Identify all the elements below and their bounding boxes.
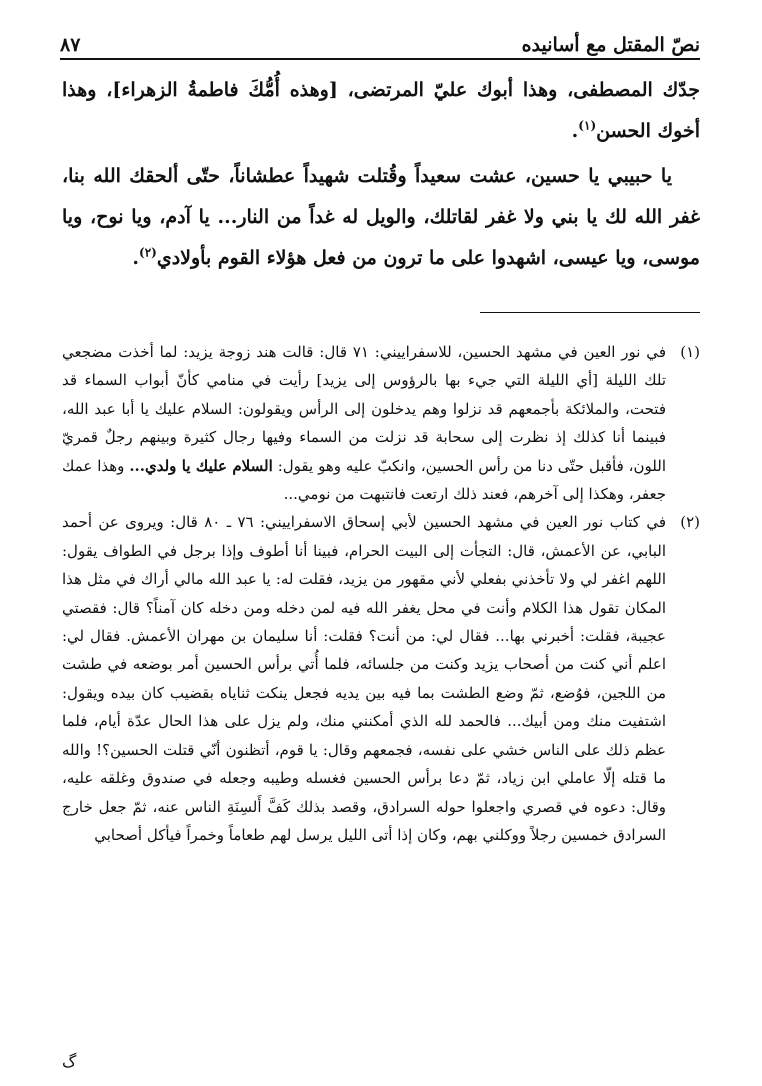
main-paragraph-2 [62, 156, 700, 279]
footnotes [62, 338, 700, 849]
page-header [60, 28, 700, 60]
main-paragraph-1 [62, 70, 700, 152]
main-text [62, 70, 700, 279]
footnote-2-number: (٢) [680, 513, 700, 532]
main-paragraph-1-text: جدّك المصطفى، وهذا أبوك عليّ المرتضى، [وهذه أُمُّكَ فاطمةُ الزهراء]، وهذا أخوك الحسن [62, 79, 700, 142]
footnote-1-text-2: وهذا عمك جعفر، وهكذا إلى آخرهم، فعند ذلك ارتعت فانتبهت من نومي... [62, 456, 666, 504]
continuation-mark: ﮒ [62, 1052, 77, 1071]
footnote-1-bold-quote: السلام عليك يا ولدي... [129, 456, 273, 475]
footnote-2-text: في كتاب نور العين في مشهد الحسين لأبي إسحاق الاسفراييني: ٧٦ ـ ٨٠ قال: ويروى عن أحمد البابي، عن الأعمش، قال: التجأت إلى البيت الحرام، فبينا أنا أطوف وإذا برجل في الطواف يقول: اللهم اغفر لي ولا تأخذني بفعلي لأني مقهور من يزيد، فقلت له: يا عبد الله مالي أراك في مثل هذا المكان تقول هذا الكلام وأنت في محل يغفر الله فيه لمن دخله ومن دخله كان آمناً؟ قال: فقصتي عجيبة، فقلت: أخبرني بها... فقال لي: من أنت؟ فقلت: أنا سليمان بن مهران الأعمش. فقال لي: اعلم أني كنت من أصحاب يزيد وكنت من جلسائه، فلما أُتي برأس الحسين أمر بوضعه في طشت من اللجين، فوُضع، ثمّ وضع الطشت بما فيه بين يديه فجعل ينكت ثناياه بقضيب كان بيده ويقول: اشتفيت منك ومن أبيك... فالحمد لله الذي أمكنني منك، ولم يزل على هذا الحال عدّة أيام، فلما عظم ذلك على الناس خشي على نفسه، فجمعهم وقال: يا قوم، أتظنون أنّي قتلت الحسين؟! والله ما قتله إلّا عاملي ابن زياد، ثمّ دعا برأس الحسين فغسله وطيبه وجعله في صندوق وغلقه عليه، وقال: دعوه في قصري واجعلوا حوله السرادق، وقصد بذلك كَفَّ أَلسِنَةِ الناس عنه، ثمّ جعل خارج السرادق خمسين رجلاً ووكلني بهم، وكان إذا أتى الليل يرسل لهم طعاماً وخمراً فيأكل أصحابي [62, 513, 666, 844]
main-paragraph-2-end: . [132, 247, 139, 269]
footnote-ref-1: (١) [578, 118, 597, 133]
main-paragraph-1-end: . [571, 120, 579, 142]
running-title: نصّ المقتل مع أسانيده [521, 34, 700, 56]
footnote-1-number: (١) [680, 343, 700, 361]
footnote-1-text: في نور العين في مشهد الحسين، للاسفراييني: ٧١ قال: قالت هند زوجة يزيد: لما أخذت مضجعي تلك الليلة [أي الليلة التي جيء بها بالرؤوس إلى يزيد] رأيت في منامي كأنّ أبواب السماء قد فتحت، والملائكة بأجمعهم قد نزلوا وهم يدخلون إلى الرأس ويقولون: السلام عليك يا أبا عبد الله، فبينما أنا كذلك إذ نظرت إلى سحابة قد نزلت من السماء وفيها رجال كثيرة وبينهم رجلٌ قمريّ اللون، فأقبل حتّى دنا من رأس الحسين، وانكبّ عليه وهو يقول: [62, 343, 666, 475]
footnote-separator [480, 312, 700, 313]
footnote-1 [62, 338, 700, 508]
main-paragraph-2-text: يا حبيبي يا حسين، عشت سعيداً وقُتلت شهيداً عطشاناً، حتّى ألحقك الله بنا، غفر الله لك يا بني ولا غفر لقاتلك، والويل له غداً من النار... يا آدم، ويا نوح، ويا موسى، ويا عيسى، اشهدوا على ما ترون من فعل هؤلاء القوم بأولادي [62, 165, 700, 269]
page-number: ٨٧ [60, 34, 81, 56]
footnote-2 [62, 508, 700, 849]
footnote-ref-2: (٢) [139, 245, 157, 260]
